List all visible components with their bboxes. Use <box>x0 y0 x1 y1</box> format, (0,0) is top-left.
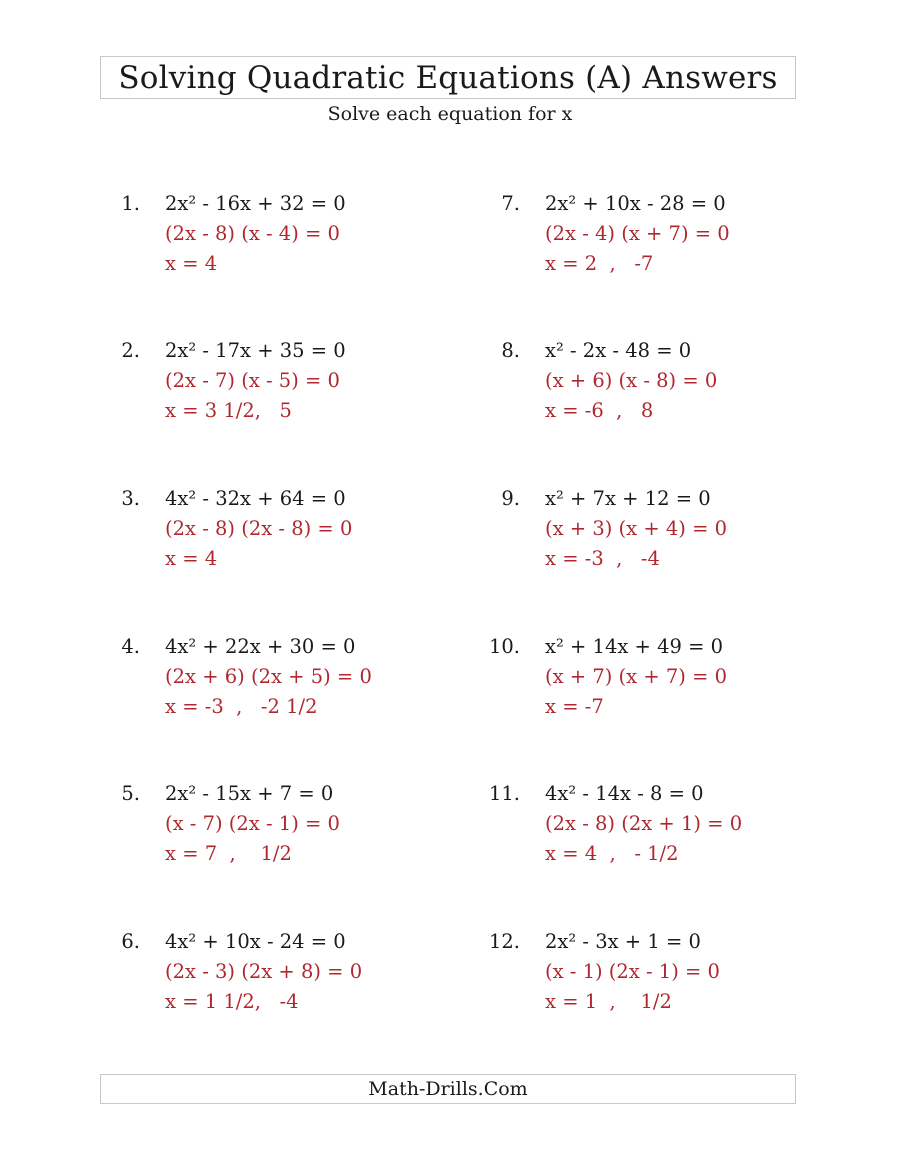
equation: 4x² + 22x + 30 = 0 <box>165 635 356 658</box>
factored-answer: (x + 7) (x + 7) = 0 <box>545 665 728 688</box>
factored-answer: (2x - 4) (x + 7) = 0 <box>545 222 730 245</box>
equation: 2x² - 15x + 7 = 0 <box>165 782 334 805</box>
problem-4 <box>100 632 430 732</box>
factored-answer: (2x - 8) (x - 4) = 0 <box>165 222 340 245</box>
equation: 2x² - 17x + 35 = 0 <box>165 339 346 362</box>
factored-answer: (2x - 8) (2x - 8) = 0 <box>165 517 353 540</box>
problem-number: 11. <box>488 782 520 805</box>
factored-answer: (2x + 6) (2x + 5) = 0 <box>165 665 372 688</box>
problem-number: 3. <box>121 487 140 510</box>
solution-answer: x = 2 , -7 <box>545 252 654 275</box>
solution-answer: x = 4 , - 1/2 <box>545 842 679 865</box>
footer-box <box>100 1074 796 1104</box>
problem-number: 8. <box>501 339 520 362</box>
factored-answer: (2x - 3) (2x + 8) = 0 <box>165 960 363 983</box>
problem-7 <box>480 189 810 289</box>
footer-site-name: Math-Drills.Com <box>368 1078 528 1100</box>
problem-11 <box>480 779 810 879</box>
problem-number: 6. <box>121 930 140 953</box>
equation: x² + 7x + 12 = 0 <box>545 487 711 510</box>
page-title: Solving Quadratic Equations (A) Answers <box>118 59 778 96</box>
problem-number: 10. <box>488 635 520 658</box>
solution-answer: x = -3 , -2 1/2 <box>165 695 318 718</box>
equation: 2x² - 3x + 1 = 0 <box>545 930 701 953</box>
solution-answer: x = 4 <box>165 252 218 275</box>
factored-answer: (2x - 8) (2x + 1) = 0 <box>545 812 743 835</box>
problem-12 <box>480 927 810 1027</box>
problem-number: 2. <box>121 339 140 362</box>
solution-answer: x = 3 1/2, 5 <box>165 399 292 422</box>
equation: x² - 2x - 48 = 0 <box>545 339 692 362</box>
solution-answer: x = 4 <box>165 547 218 570</box>
problem-number: 12. <box>488 930 520 953</box>
problem-number: 4. <box>121 635 140 658</box>
equation: 4x² + 10x - 24 = 0 <box>165 930 346 953</box>
equation: 2x² + 10x - 28 = 0 <box>545 192 726 215</box>
solution-answer: x = -7 <box>545 695 604 718</box>
problem-9 <box>480 484 810 584</box>
solution-answer: x = -6 , 8 <box>545 399 654 422</box>
solution-answer: x = -3 , -4 <box>545 547 660 570</box>
instructions: Solve each equation for x <box>327 103 573 125</box>
equation: 2x² - 16x + 32 = 0 <box>165 192 346 215</box>
factored-answer: (x + 3) (x + 4) = 0 <box>545 517 728 540</box>
problem-number: 9. <box>501 487 520 510</box>
factored-answer: (x - 1) (2x - 1) = 0 <box>545 960 720 983</box>
factored-answer: (x - 7) (2x - 1) = 0 <box>165 812 340 835</box>
problem-6 <box>100 927 430 1027</box>
problem-5 <box>100 779 430 879</box>
problem-number: 5. <box>121 782 140 805</box>
factored-answer: (2x - 7) (x - 5) = 0 <box>165 369 340 392</box>
factored-answer: (x + 6) (x - 8) = 0 <box>545 369 718 392</box>
problem-10 <box>480 632 810 732</box>
solution-answer: x = 7 , 1/2 <box>165 842 292 865</box>
problem-number: 7. <box>501 192 520 215</box>
solution-answer: x = 1 1/2, -4 <box>165 990 299 1013</box>
problem-8 <box>480 336 810 436</box>
solution-answer: x = 1 , 1/2 <box>545 990 672 1013</box>
equation: x² + 14x + 49 = 0 <box>545 635 724 658</box>
problem-3 <box>100 484 430 584</box>
equation: 4x² - 14x - 8 = 0 <box>545 782 704 805</box>
title-box <box>100 56 796 99</box>
problem-2 <box>100 336 430 436</box>
equation: 4x² - 32x + 64 = 0 <box>165 487 346 510</box>
problem-number: 1. <box>121 192 140 215</box>
problem-1 <box>100 189 430 289</box>
